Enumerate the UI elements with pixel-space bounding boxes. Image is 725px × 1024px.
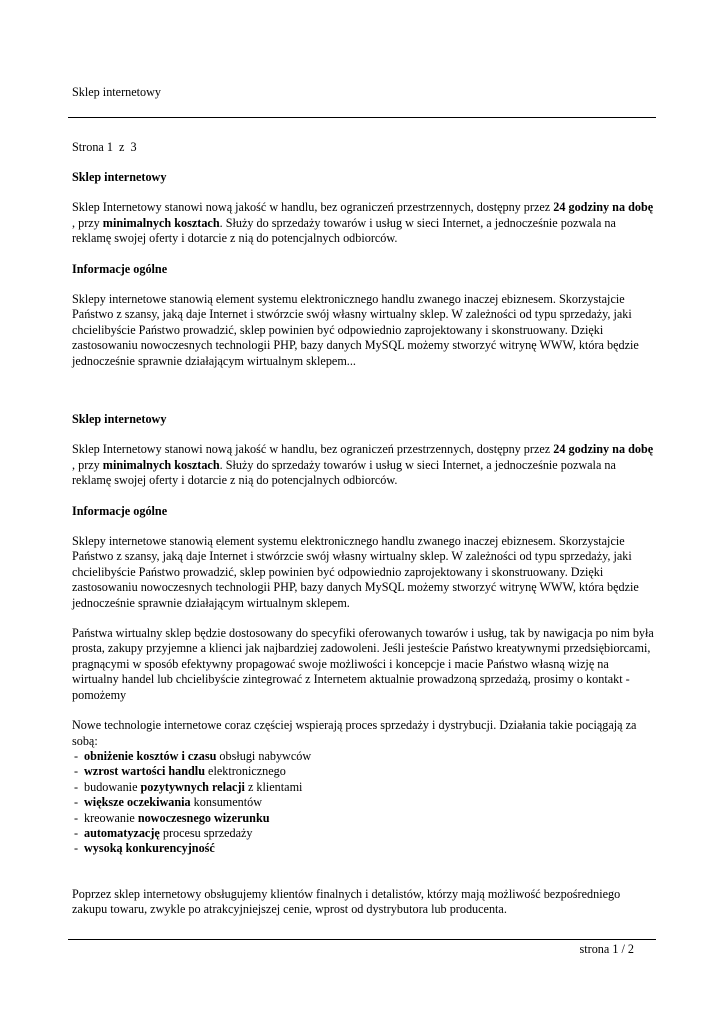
section-2-para-3: Państwa wirtualny sklep będzie dostosowany do specyfiki oferowanych towarów i usług, tak by nawigacja po nim była prosta, zakupy przyjemne a klienci jak najbardziej zadowoleni. Jeśli jesteście Państwo kreatywnymi przedsiębiorcami, pragnącymi w sposób efektywny propagować swoje możliwości i koncepcje i macie Państwo własną wizję na wirtualny handel lub chcielibyście zintegrować z Internetem aktualnie prowadzoną sprzedażą, prosimy o kontakt - pomożemy: [72, 626, 654, 702]
section-2-intro: Sklep Internetowy stanowi nową jakość w handlu, bez ograniczeń przestrzennych, dostępny przez 24 godziny na dobę , przy minimalnych kosztach. Służy do sprzedaży towarów i usług w sieci Internet, a jednocześnie pozwala na reklamę swojej oferty i dotarcie z nią do potencjalnych odbiorców.: [72, 442, 654, 488]
list-item: - wysoką konkurencyjność: [72, 841, 657, 856]
section-2-heading: Sklep internetowy: [72, 412, 167, 426]
header-rule: [68, 117, 656, 118]
section-2-info-heading: Informacje ogólne: [72, 503, 168, 518]
list-item: - budowanie pozytywnych relacji z klientami: [72, 780, 657, 795]
list-item: - obniżenie kosztów i czasu obsługi nabywców: [72, 749, 657, 764]
footer-page-number: strona 1 / 2: [579, 942, 634, 956]
section-1-info-heading: Informacje ogólne: [72, 261, 168, 276]
section-1-info-text: Sklepy internetowe stanowią element systemu elektronicznego handlu zwanego inaczej ebiznesem. Skorzystajcie Państwo z szansy, jaką daje Internet i stwórzcie swój własny wirtualny sklep. W zależności od typu sprzedaży, jaki chcielibyście Państwo prowadzić, sklep powinien być odpowiednio zaprojektowany i skonstruowany. Dzięki zastosowaniu nowoczesnych technologii PHP, bazy danych MySQL możemy stworzyć witrynę WWW, która będzie jednocześnie sprawnie działającym wirtualnym sklepem...: [72, 292, 639, 368]
document-header-title: Sklep internetowy: [72, 85, 162, 99]
list-item: - kreowanie nowoczesnego wizerunku: [72, 811, 657, 826]
section-2-para-5: Poprzez sklep internetowy obsługujemy klientów finalnych i detalistów, którzy mają możliwość bezpośredniego zakupu towaru, zwykle po atrakcyjniejszej cenie, wprost od dystrybutora lub producenta.: [72, 886, 621, 917]
section-1-intro: Sklep Internetowy stanowi nową jakość w handlu, bez ograniczeń przestrzennych, dostępny przez 24 godziny na dobę , przy minimalnych kosztach. Służy do sprzedaży towarów i usług w sieci Internet, a jednocześnie pozwala na reklamę swojej oferty i dotarcie z nią do potencjalnych odbiorców.: [72, 200, 654, 246]
benefits-list: [72, 749, 657, 857]
section-2-para-4: Nowe technologie internetowe coraz częściej wspierają proces sprzedaży i dystrybucji. Działania takie pociągają za sobą:: [72, 718, 637, 748]
section-2-info-text: Sklepy internetowe stanowią element systemu elektronicznego handlu zwanego inaczej ebiznesem. Skorzystajcie Państwo z szansy, jaką daje Internet i stwórzcie swój własny wirtualny sklep. W zależności od typu sprzedaży, jaki chcielibyście Państwo prowadzić, sklep powinien być odpowiednio zaprojektowany i skonstruowany. Dzięki zastosowaniu nowoczesnych technologii PHP, bazy danych MySQL możemy stworzyć witrynę WWW, która będzie jednocześnie sprawnie działającym wirtualnym sklepem.: [72, 534, 639, 610]
list-item: - automatyzację procesu sprzedaży: [72, 826, 657, 841]
section-1: [72, 170, 657, 369]
section-1-heading: Sklep internetowy: [72, 170, 167, 184]
list-item: - większe oczekiwania konsumentów: [72, 795, 657, 810]
page-indicator: Strona 1 z 3: [72, 140, 137, 154]
footer-rule: [68, 939, 656, 940]
list-item: - wzrost wartości handlu elektronicznego: [72, 764, 657, 779]
section-2: [72, 412, 657, 918]
